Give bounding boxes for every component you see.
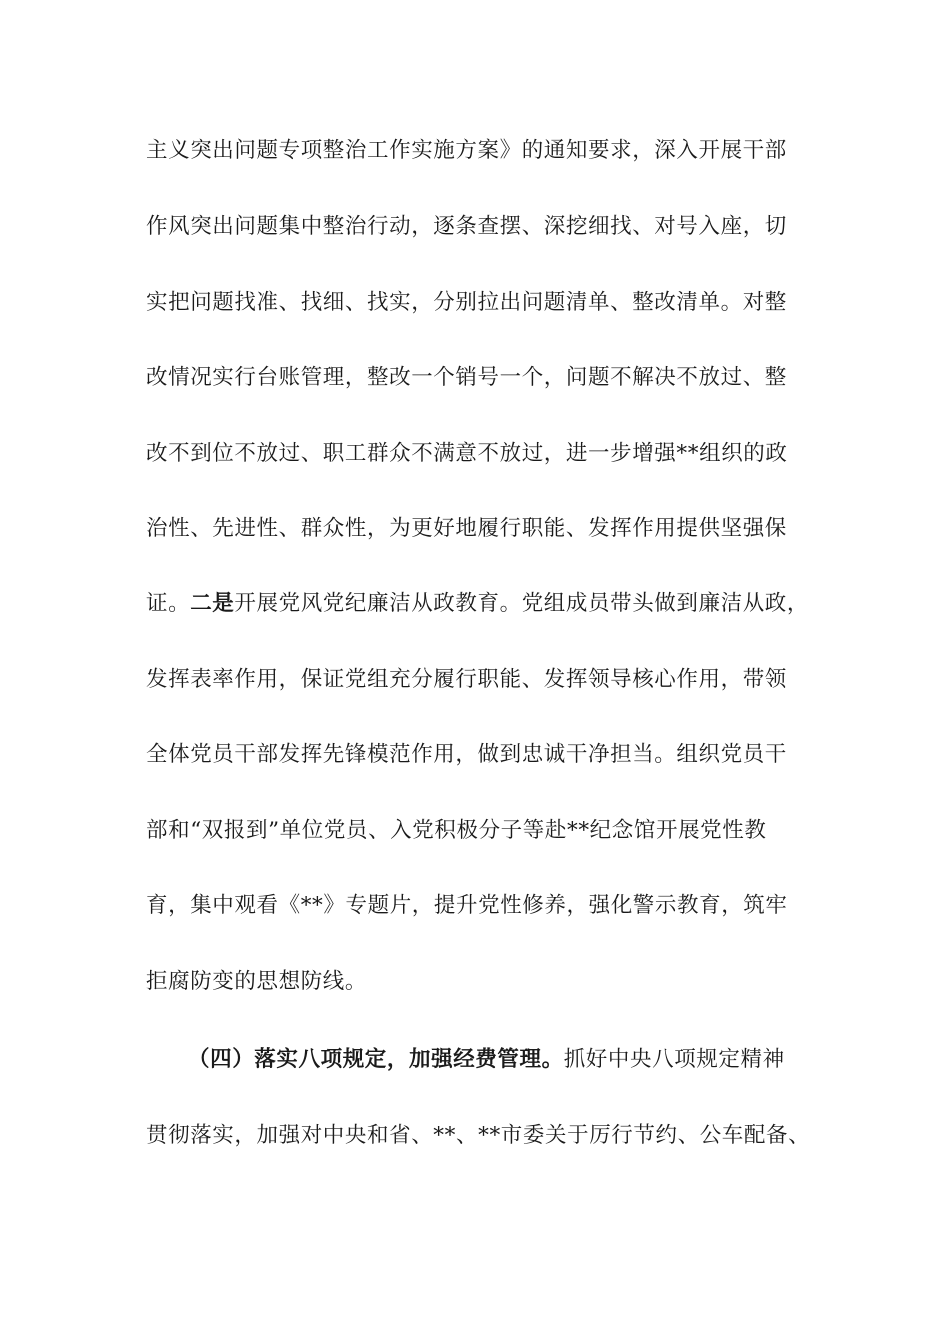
text-line <box>146 358 826 398</box>
text-segment: 改不到位不放过、职工群众不满意不放过，进一步增强**组织的政 <box>146 441 788 466</box>
text-segment: 抓好中央八项规定精神 <box>563 1047 785 1072</box>
text-segment: 全体党员干部发挥先锋模范作用，做到忠诚干净担当。组织党员干 <box>146 742 787 767</box>
text-segment: 贯彻落实，加强对中央和省、**、**市委关于厉行节约、公车配备、 <box>146 1123 811 1148</box>
text-line <box>146 584 826 624</box>
text-line <box>146 886 826 926</box>
text-line <box>146 434 826 474</box>
text-line <box>146 962 826 1002</box>
text-line <box>146 811 826 851</box>
text-segment: 拒腐防变的思想防线。 <box>146 969 368 994</box>
text-segment: 作风突出问题集中整治行动，逐条查摆、深挖细找、对号入座，切 <box>146 214 787 239</box>
text-line <box>188 1040 868 1080</box>
text-segment: 部和“双报到”单位党员、入党积极分子等赴**纪念馆开展党性教 <box>146 818 767 843</box>
bold-text-segment: （四）落实八项规定，加强经费管理。 <box>188 1047 564 1072</box>
bold-text-segment: 二是 <box>190 591 235 616</box>
text-segment: 开展党风党纪廉洁从政教育。党组成员带头做到廉洁从政， <box>234 591 810 616</box>
text-segment: 治性、先进性、群众性，为更好地履行职能、发挥作用提供坚强保 <box>146 516 787 541</box>
text-line <box>146 735 826 775</box>
text-segment: 实把问题找准、找细、找实，分别拉出问题清单、整改清单。对整 <box>146 290 787 315</box>
text-segment: 发挥表率作用，保证党组充分履行职能、发挥领导核心作用，带领 <box>146 667 787 692</box>
text-line <box>146 660 826 700</box>
text-line <box>146 1116 826 1156</box>
text-segment: 证。 <box>146 591 191 616</box>
text-segment: 主义突出问题专项整治工作实施方案》的通知要求，深入开展干部 <box>146 138 787 163</box>
text-line <box>146 509 826 549</box>
text-line <box>146 131 826 171</box>
text-segment: 育，集中观看《**》专题片，提升党性修养，强化警示教育，筑牢 <box>146 893 788 918</box>
text-segment: 改情况实行台账管理，整改一个销号一个，问题不解决不放过、整 <box>146 365 787 390</box>
text-line <box>146 283 826 323</box>
text-line <box>146 207 826 247</box>
